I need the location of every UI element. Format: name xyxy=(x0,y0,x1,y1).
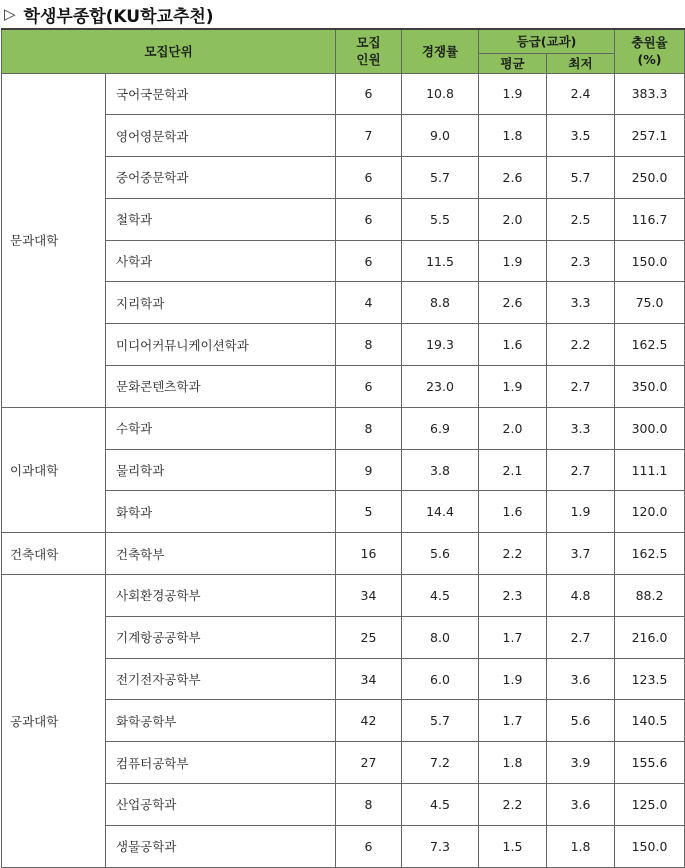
grade-min-cell: 3.3 xyxy=(547,282,615,324)
quota-cell: 6 xyxy=(336,73,402,115)
quota-cell: 6 xyxy=(336,825,402,867)
ratio-cell: 10.8 xyxy=(402,73,479,115)
ratio-cell: 9.0 xyxy=(402,115,479,157)
fill-rate-cell: 120.0 xyxy=(615,491,685,533)
grade-min-cell: 3.3 xyxy=(547,407,615,449)
header-quota xyxy=(336,29,402,73)
grade-avg-cell: 2.6 xyxy=(479,282,547,324)
dept-cell: 철학과 xyxy=(106,198,336,240)
ratio-cell: 4.5 xyxy=(402,575,479,617)
fill-rate-cell: 383.3 xyxy=(615,73,685,115)
grade-avg-cell: 1.6 xyxy=(479,324,547,366)
grade-avg-cell: 1.7 xyxy=(479,700,547,742)
college-cell: 공과대학 xyxy=(2,575,106,868)
header-grade-min: 최저 xyxy=(547,53,615,73)
admission-table xyxy=(1,28,685,868)
dept-cell: 사학과 xyxy=(106,240,336,282)
table-header xyxy=(2,29,685,73)
grade-avg-cell: 2.2 xyxy=(479,784,547,826)
fill-rate-cell: 257.1 xyxy=(615,115,685,157)
quota-cell: 6 xyxy=(336,366,402,408)
grade-min-cell: 3.5 xyxy=(547,115,615,157)
triangle-marker-icon: ▷ xyxy=(4,5,16,23)
quota-cell: 34 xyxy=(336,575,402,617)
ratio-cell: 7.3 xyxy=(402,825,479,867)
dept-cell: 화학공학부 xyxy=(106,700,336,742)
quota-cell: 16 xyxy=(336,533,402,575)
page-title: 학생부종합(KU학교추천) xyxy=(23,6,214,27)
grade-avg-cell: 2.3 xyxy=(479,575,547,617)
dept-cell: 문화콘텐츠학과 xyxy=(106,366,336,408)
grade-avg-cell: 2.2 xyxy=(479,533,547,575)
header-quota-text: 모집 인원 xyxy=(356,35,381,68)
dept-cell: 건축학부 xyxy=(106,533,336,575)
grade-avg-cell: 1.8 xyxy=(479,115,547,157)
fill-rate-cell: 250.0 xyxy=(615,157,685,199)
fill-rate-cell: 216.0 xyxy=(615,616,685,658)
ratio-cell: 5.7 xyxy=(402,700,479,742)
grade-min-cell: 2.7 xyxy=(547,366,615,408)
fill-rate-cell: 350.0 xyxy=(615,366,685,408)
table-row xyxy=(2,73,685,115)
header-grade-avg: 평균 xyxy=(479,53,547,73)
grade-min-cell: 5.7 xyxy=(547,157,615,199)
fill-rate-cell: 116.7 xyxy=(615,198,685,240)
dept-cell: 국어국문학과 xyxy=(106,73,336,115)
quota-cell: 8 xyxy=(336,784,402,826)
quota-cell: 6 xyxy=(336,157,402,199)
header-unit: 모집단위 xyxy=(2,29,336,73)
dept-cell: 물리학과 xyxy=(106,449,336,491)
dept-cell: 사회환경공학부 xyxy=(106,575,336,617)
grade-min-cell: 5.6 xyxy=(547,700,615,742)
grade-avg-cell: 1.9 xyxy=(479,240,547,282)
college-cell: 이과대학 xyxy=(2,407,106,532)
ratio-cell: 5.6 xyxy=(402,533,479,575)
quota-cell: 6 xyxy=(336,240,402,282)
fill-rate-cell: 162.5 xyxy=(615,533,685,575)
header-grade: 등급(교과) xyxy=(479,29,615,53)
fill-rate-cell: 75.0 xyxy=(615,282,685,324)
grade-avg-cell: 1.5 xyxy=(479,825,547,867)
grade-min-cell: 2.3 xyxy=(547,240,615,282)
fill-rate-cell: 125.0 xyxy=(615,784,685,826)
header-fill-rate-text: 충원율 (%) xyxy=(631,35,668,68)
quota-cell: 6 xyxy=(336,198,402,240)
fill-rate-cell: 150.0 xyxy=(615,240,685,282)
ratio-cell: 8.0 xyxy=(402,616,479,658)
fill-rate-cell: 123.5 xyxy=(615,658,685,700)
header-ratio: 경쟁률 xyxy=(402,29,479,73)
dept-cell: 산업공학과 xyxy=(106,784,336,826)
ratio-cell: 7.2 xyxy=(402,742,479,784)
ratio-cell: 14.4 xyxy=(402,491,479,533)
grade-avg-cell: 1.8 xyxy=(479,742,547,784)
admission-table-wrapper xyxy=(0,28,685,868)
fill-rate-cell: 162.5 xyxy=(615,324,685,366)
quota-cell: 9 xyxy=(336,449,402,491)
quota-cell: 5 xyxy=(336,491,402,533)
college-cell: 건축대학 xyxy=(2,533,106,575)
fill-rate-cell: 300.0 xyxy=(615,407,685,449)
dept-cell: 전기전자공학부 xyxy=(106,658,336,700)
header-fill-rate xyxy=(615,29,685,73)
grade-avg-cell: 2.0 xyxy=(479,198,547,240)
fill-rate-cell: 150.0 xyxy=(615,825,685,867)
ratio-cell: 6.0 xyxy=(402,658,479,700)
quota-cell: 4 xyxy=(336,282,402,324)
quota-cell: 42 xyxy=(336,700,402,742)
fill-rate-cell: 88.2 xyxy=(615,575,685,617)
ratio-cell: 5.5 xyxy=(402,198,479,240)
grade-min-cell: 2.5 xyxy=(547,198,615,240)
grade-avg-cell: 2.1 xyxy=(479,449,547,491)
ratio-cell: 8.8 xyxy=(402,282,479,324)
quota-cell: 8 xyxy=(336,407,402,449)
ratio-cell: 5.7 xyxy=(402,157,479,199)
quota-cell: 25 xyxy=(336,616,402,658)
dept-cell: 화학과 xyxy=(106,491,336,533)
fill-rate-cell: 155.6 xyxy=(615,742,685,784)
grade-min-cell: 4.8 xyxy=(547,575,615,617)
grade-min-cell: 2.7 xyxy=(547,449,615,491)
fill-rate-cell: 140.5 xyxy=(615,700,685,742)
table-row xyxy=(2,407,685,449)
dept-cell: 컴퓨터공학부 xyxy=(106,742,336,784)
quota-cell: 7 xyxy=(336,115,402,157)
grade-min-cell: 2.4 xyxy=(547,73,615,115)
grade-avg-cell: 2.6 xyxy=(479,157,547,199)
grade-min-cell: 2.7 xyxy=(547,616,615,658)
quota-cell: 27 xyxy=(336,742,402,784)
grade-min-cell: 3.6 xyxy=(547,784,615,826)
fill-rate-cell: 111.1 xyxy=(615,449,685,491)
grade-min-cell: 2.2 xyxy=(547,324,615,366)
grade-avg-cell: 1.9 xyxy=(479,658,547,700)
grade-min-cell: 3.6 xyxy=(547,658,615,700)
dept-cell: 수학과 xyxy=(106,407,336,449)
grade-min-cell: 1.9 xyxy=(547,491,615,533)
grade-avg-cell: 1.9 xyxy=(479,73,547,115)
table-row xyxy=(2,575,685,617)
table-row xyxy=(2,533,685,575)
grade-min-cell: 3.9 xyxy=(547,742,615,784)
title-bar xyxy=(0,0,685,28)
table-body xyxy=(2,73,685,867)
ratio-cell: 6.9 xyxy=(402,407,479,449)
grade-avg-cell: 1.9 xyxy=(479,366,547,408)
quota-cell: 8 xyxy=(336,324,402,366)
ratio-cell: 4.5 xyxy=(402,784,479,826)
grade-avg-cell: 2.0 xyxy=(479,407,547,449)
ratio-cell: 19.3 xyxy=(402,324,479,366)
college-cell: 문과대학 xyxy=(2,73,106,407)
dept-cell: 생물공학과 xyxy=(106,825,336,867)
dept-cell: 지리학과 xyxy=(106,282,336,324)
grade-avg-cell: 1.6 xyxy=(479,491,547,533)
grade-min-cell: 1.8 xyxy=(547,825,615,867)
grade-avg-cell: 1.7 xyxy=(479,616,547,658)
grade-min-cell: 3.7 xyxy=(547,533,615,575)
dept-cell: 기계항공공학부 xyxy=(106,616,336,658)
ratio-cell: 11.5 xyxy=(402,240,479,282)
ratio-cell: 3.8 xyxy=(402,449,479,491)
quota-cell: 34 xyxy=(336,658,402,700)
ratio-cell: 23.0 xyxy=(402,366,479,408)
dept-cell: 중어중문학과 xyxy=(106,157,336,199)
dept-cell: 영어영문학과 xyxy=(106,115,336,157)
dept-cell: 미디어커뮤니케이션학과 xyxy=(106,324,336,366)
